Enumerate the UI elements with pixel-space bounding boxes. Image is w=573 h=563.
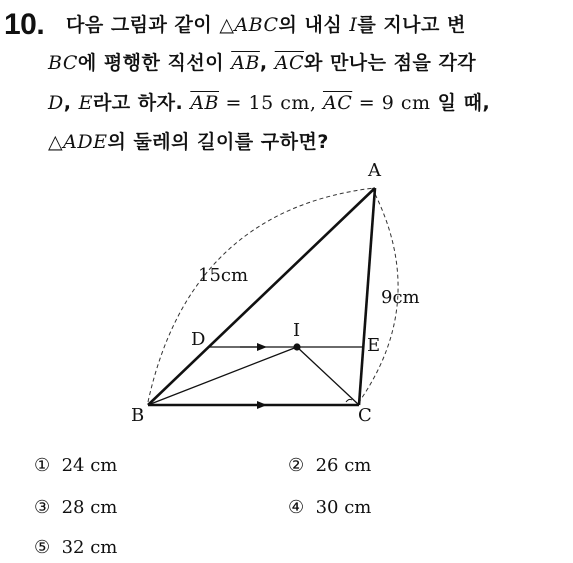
choice-4-number: ④ <box>288 497 305 518</box>
angle-mark-c <box>346 399 352 402</box>
question-line-2: BC에 평행한 직선이 $\overline{AB}$, $\overline{AC}$와 만나는 점을 각각 <box>48 52 477 74</box>
question-number: 10. <box>4 8 45 41</box>
point-label-d: D <box>191 329 206 350</box>
choice-5-text: 32 cm <box>61 537 118 558</box>
vertex-label-a: A <box>368 160 381 181</box>
choice-2-number: ② <box>288 455 305 476</box>
choice-1-text: 24 cm <box>61 455 118 476</box>
choice-4[interactable] <box>288 497 371 518</box>
choice-4-text: 30 cm <box>315 497 372 518</box>
point-label-i: I <box>293 320 301 341</box>
segment-ci <box>297 347 359 405</box>
side-ac <box>359 188 375 405</box>
choice-2[interactable] <box>288 455 371 476</box>
vertex-label-c: C <box>358 405 372 426</box>
length-label-ac: 9cm <box>381 287 420 308</box>
choice-3-text: 28 cm <box>61 497 118 518</box>
incenter-point <box>293 343 300 350</box>
question-line-4: △ADE의 둘레의 길이를 구하면? <box>48 131 329 153</box>
choice-5-number: ⑤ <box>34 537 51 558</box>
question-line-1: 다음 그림과 같이 △ABC의 내심 I를 지나고 변 <box>66 14 466 36</box>
segment-bi <box>148 347 297 405</box>
choice-1-number: ① <box>34 455 51 476</box>
choice-2-text: 26 cm <box>315 455 372 476</box>
choice-1[interactable] <box>34 455 117 476</box>
length-label-ab: 15cm <box>198 265 249 286</box>
question-line-3: D, E라고 하자. $\overline{AB} = 15$ cm, $\overline{AC} = 9$ cm 일 때, <box>48 92 491 114</box>
side-ab <box>148 188 375 405</box>
choice-3[interactable] <box>34 497 117 518</box>
choice-3-number: ③ <box>34 497 51 518</box>
choice-5[interactable] <box>34 537 117 558</box>
vertex-label-b: B <box>131 405 145 426</box>
point-label-e: E <box>367 335 381 356</box>
